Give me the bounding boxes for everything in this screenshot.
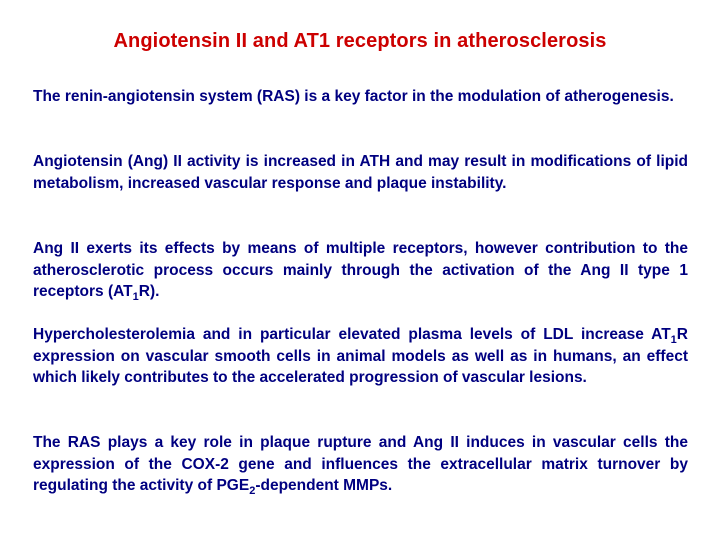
- subscript: 1: [670, 334, 677, 346]
- slide-title: Angiotensin II and AT1 receptors in atherosclerosis: [113, 30, 607, 52]
- paragraph-text: Hypercholesterolemia and in particular elevated plasma levels of LDL increase AT: [33, 326, 671, 343]
- paragraph-ang-receptors: [33, 238, 688, 303]
- paragraph-plaque-rupture: [33, 432, 688, 497]
- paragraph-text: Ang II exerts its effects by means of multiple receptors, however contribution to the atherosclerotic process occurs mainly through the activation of the Ang II type 1 receptors (AT: [33, 240, 688, 301]
- paragraph-ang-activity: Angiotensin (Ang) II activity is increased in ATH and may result in modifications of lipid metabolism, increased vascular response and plaque instability.: [33, 153, 688, 192]
- paragraph-text: R expression on vascular smooth cells in animal models as well as in humans, an effect which likely contributes to the accelerated progression of vascular lesions.: [33, 326, 688, 387]
- paragraph-hypercholesterolemia: [33, 324, 688, 389]
- subscript: 1: [132, 291, 139, 304]
- paragraph-text: R).: [138, 283, 160, 301]
- subscript: 2: [249, 485, 256, 498]
- paragraph-text: -dependent MMPs.: [255, 477, 393, 495]
- paragraph-text: The RAS plays a key role in plaque rupture and Ang II induces in vascular cells the expression of the COX-2 gene and influences the extracellular matrix turnover by regulating the activity of PGE: [33, 434, 688, 495]
- paragraph-ras-intro: The renin-angiotensin system (RAS) is a key factor in the modulation of atherogenesis.: [33, 88, 674, 105]
